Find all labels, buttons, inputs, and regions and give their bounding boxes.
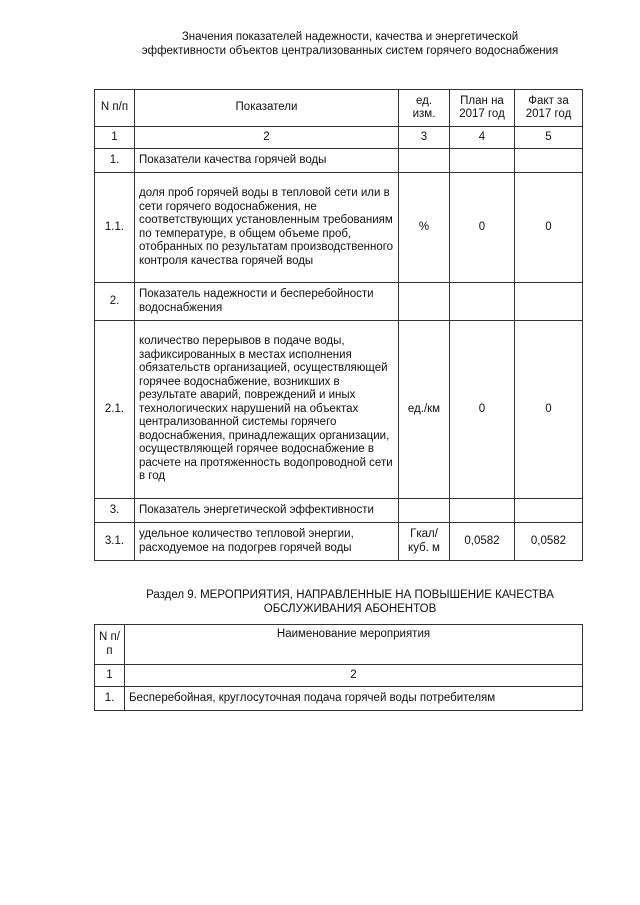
colnum: 2 (135, 127, 399, 149)
row-num: 1.1. (95, 173, 135, 283)
row-fact: 0 (515, 173, 583, 283)
row-plan: 0 (450, 321, 515, 499)
row-num: 3.1. (95, 523, 135, 561)
row-fact (515, 149, 583, 173)
colnum: 1 (95, 127, 135, 149)
row-name: Бесперебойная, круглосуточная подача горячей воды потребителям (125, 687, 583, 711)
table-header-row (95, 625, 583, 665)
row-name: количество перерывов в подаче воды, зафиксированных в местах исполнения обязательств организацией, осуществляющей горячее водоснабжение, возникших в результате аварий, повреждений и иных технологических нарушений на объектах централизованной системы горячего водоснабжения, принадлежащих организации, осуществляющей горячее водоснабжение в расчете на протяженность водопроводной сети в год (135, 321, 399, 499)
measures-table (94, 624, 583, 711)
row-plan (450, 283, 515, 321)
table-row (95, 687, 583, 711)
row-name: удельное количество тепловой энергии, расходуемое на подогрев горячей воды (135, 523, 399, 561)
row-unit: Гкал/ куб. м (399, 523, 450, 561)
colnum: 1 (95, 665, 125, 687)
colnum: 4 (450, 127, 515, 149)
row-fact (515, 283, 583, 321)
row-plan (450, 149, 515, 173)
table-row (95, 321, 583, 499)
header-indicator: Показатели (135, 90, 399, 127)
row-num: 1. (95, 149, 135, 173)
colnum: 2 (125, 665, 583, 687)
header-unit: ед. изм. (399, 90, 450, 127)
row-num: 2. (95, 283, 135, 321)
row-unit: ед./км (399, 321, 450, 499)
row-num: 1. (95, 687, 125, 711)
row-fact (515, 499, 583, 523)
row-plan (450, 499, 515, 523)
header-measure: Наименование мероприятия (125, 625, 583, 665)
header-num: N п/п (95, 625, 125, 665)
table-row (95, 523, 583, 561)
column-numbers-row (95, 127, 583, 149)
row-plan: 0 (450, 173, 515, 283)
row-unit (399, 283, 450, 321)
header-fact: Факт за 2017 год (515, 90, 583, 127)
table-row (95, 173, 583, 283)
row-plan: 0,0582 (450, 523, 515, 561)
table-row (95, 149, 583, 173)
section-9-title: Раздел 9. МЕРОПРИЯТИЯ, НАПРАВЛЕННЫЕ НА ПОВЫШЕНИЕ КАЧЕСТВА ОБСЛУЖИВАНИЯ АБОНЕНТОВ (146, 589, 554, 615)
header-num: N п/п (95, 90, 135, 127)
row-name: Показатели качества горячей воды (135, 149, 399, 173)
document-title: Значения показателей надежности, качества и энергетической эффективности объектов централизованных систем горячего водоснабжения (141, 31, 559, 57)
colnum: 3 (399, 127, 450, 149)
row-unit (399, 499, 450, 523)
row-name: Показатель энергетической эффективности (135, 499, 399, 523)
table-row (95, 283, 583, 321)
row-name: доля проб горячей воды в тепловой сети или в сети горячего водоснабжения, не соответствующих установленным требованиям по температуре, в общем объеме проб, отобранных по результатам производственного контроля качества горячей воды (135, 173, 399, 283)
table-header-row (95, 90, 583, 127)
row-fact: 0 (515, 321, 583, 499)
row-unit: % (399, 173, 450, 283)
row-num: 2.1. (95, 321, 135, 499)
row-num: 3. (95, 499, 135, 523)
colnum: 5 (515, 127, 583, 149)
indicators-table (94, 89, 583, 561)
row-unit (399, 149, 450, 173)
row-fact: 0,0582 (515, 523, 583, 561)
header-plan: План на 2017 год (450, 90, 515, 127)
table-row (95, 499, 583, 523)
column-numbers-row (95, 665, 583, 687)
row-name: Показатель надежности и бесперебойности водоснабжения (135, 283, 399, 321)
